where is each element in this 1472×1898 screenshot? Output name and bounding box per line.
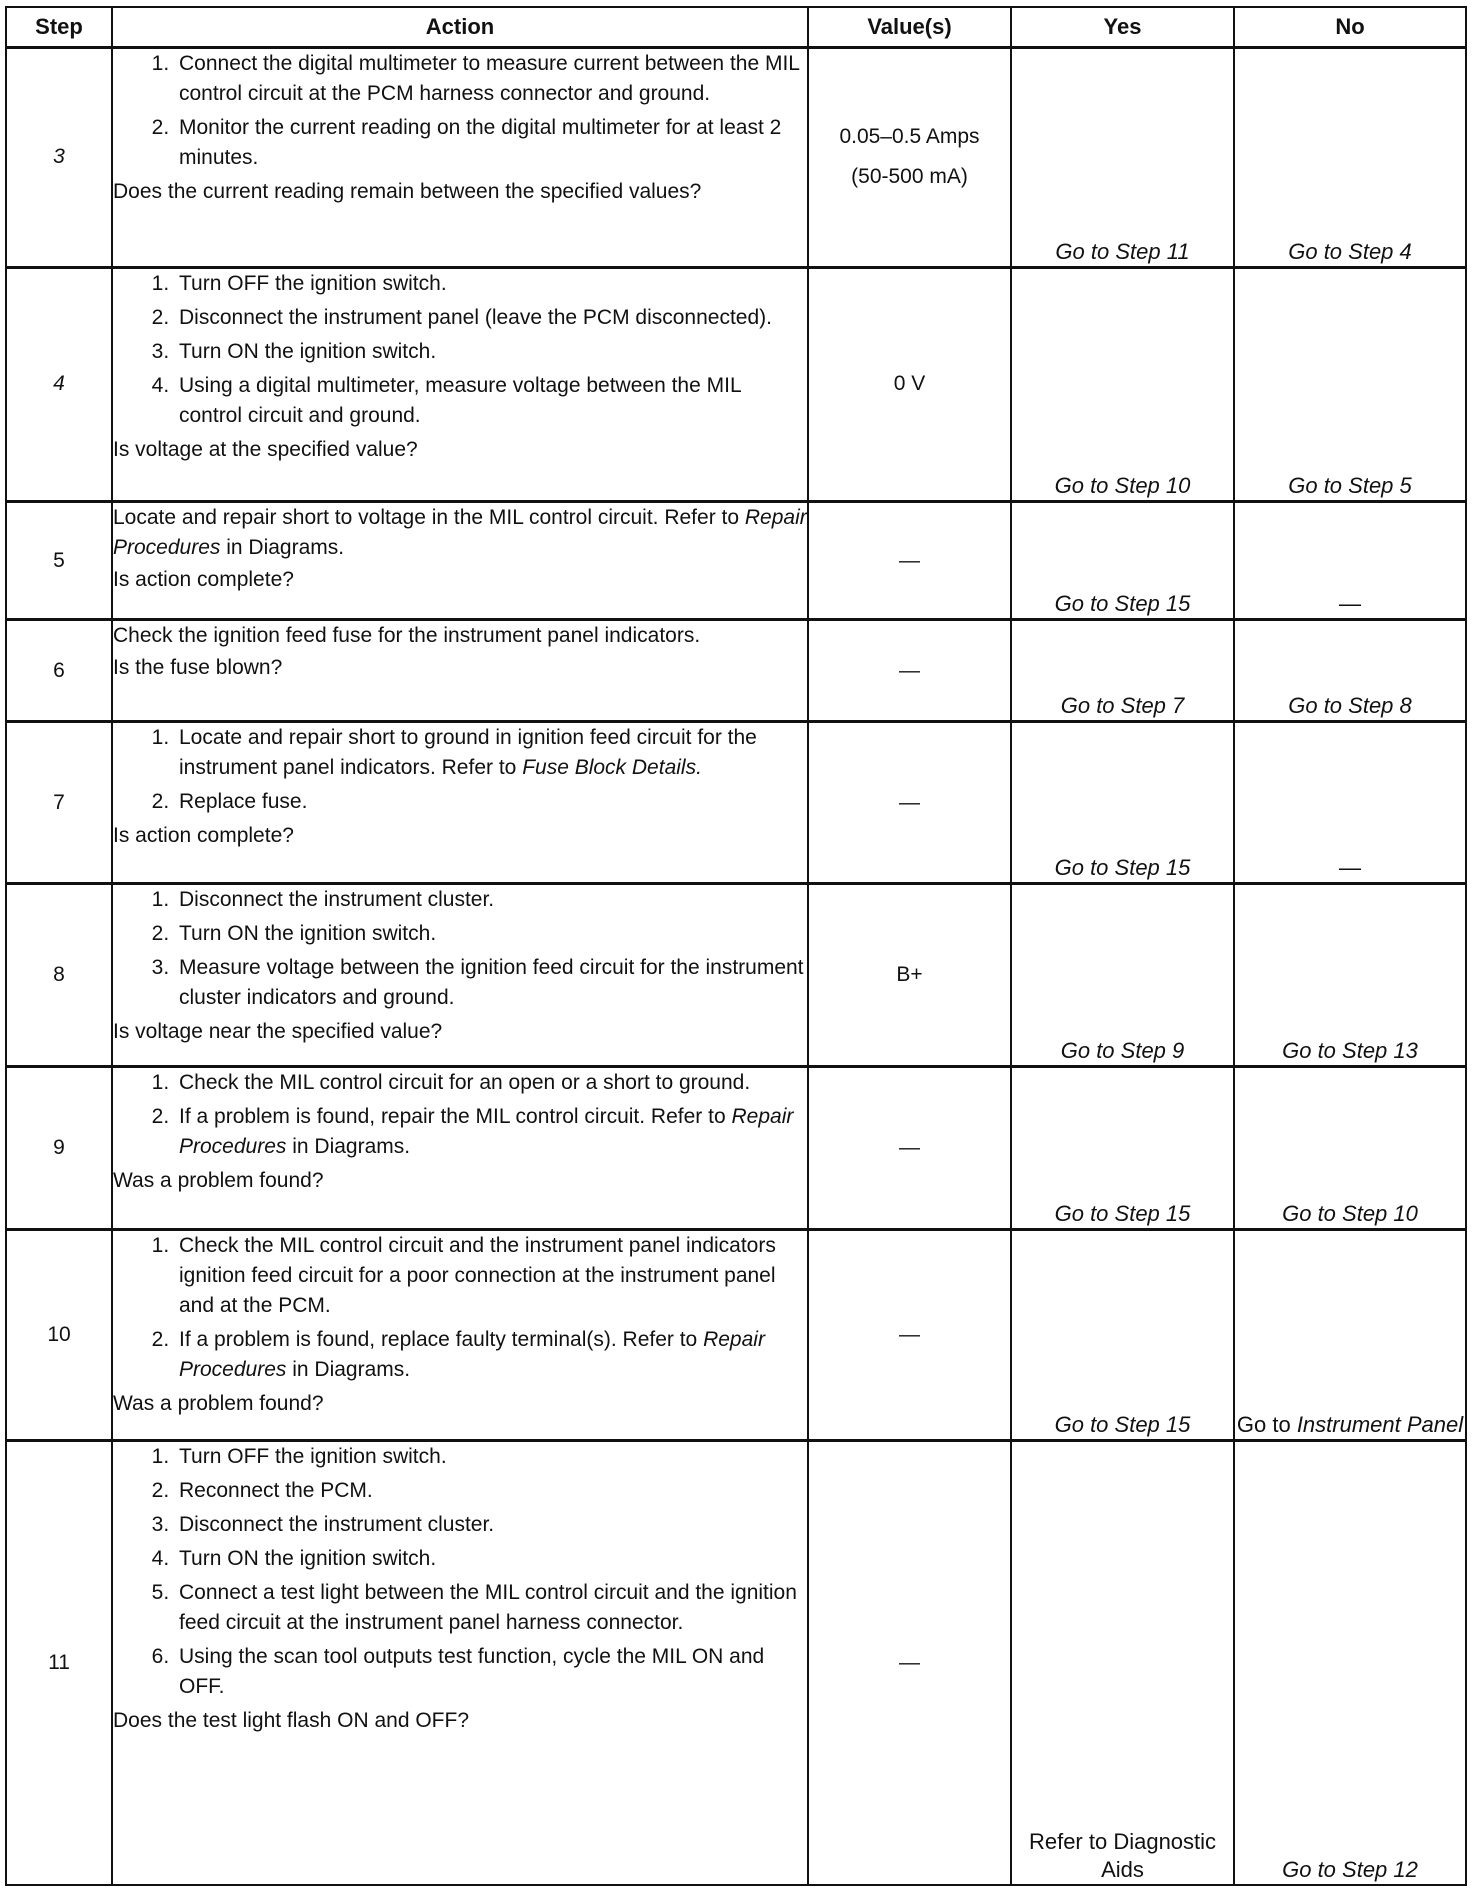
- action-step: 3. Measure voltage between the ignition feed circuit for the instrument cluster indicators and ground.: [175, 953, 807, 1013]
- action-cell: [112, 1066, 808, 1230]
- action-text: Check the ignition feed fuse for the instrument panel indicators.: [113, 624, 701, 648]
- no-reference: Instrument Panel: [1296, 1412, 1464, 1438]
- table-row: [6, 620, 1466, 722]
- no-cell: —: [1234, 721, 1466, 883]
- action-step: 2. Replace fuse.: [175, 787, 807, 817]
- action-steps: [113, 269, 807, 431]
- step-number: 11: [6, 1441, 112, 1885]
- value-cell: B+: [808, 884, 1011, 1066]
- action-step: [175, 1325, 807, 1385]
- value-cell: —: [808, 502, 1011, 620]
- table-row: [6, 1230, 1466, 1441]
- action-step: 1. Turn OFF the ignition switch.: [175, 269, 807, 299]
- action-question: Does the current reading remain between the specified values?: [113, 180, 702, 203]
- value-cell: —: [808, 1066, 1011, 1230]
- value-line: (50-500 mA): [851, 165, 968, 189]
- yes-cell: Go to Step 15: [1011, 502, 1234, 620]
- action-reference: Fuse Block Details.: [522, 755, 702, 779]
- yes-cell: Go to Step 15: [1011, 1066, 1234, 1230]
- action-steps: [113, 885, 807, 1013]
- table-row: [6, 721, 1466, 883]
- value-cell: [808, 48, 1011, 268]
- action-step: 4. Turn ON the ignition switch.: [175, 1544, 807, 1574]
- action-step: 1. Turn OFF the ignition switch.: [175, 1442, 807, 1472]
- step-number: 10: [6, 1230, 112, 1441]
- value-cell: —: [808, 1230, 1011, 1441]
- action-reference: Repair Procedures: [179, 1328, 765, 1382]
- action-cell: [112, 267, 808, 501]
- action-step: [175, 723, 807, 783]
- header-action: Action: [112, 7, 808, 48]
- action-question: Does the test light flash ON and OFF?: [113, 1709, 469, 1733]
- no-cell: Go to Step 5: [1234, 267, 1466, 501]
- no-cell: Go to Step 10: [1234, 1066, 1466, 1230]
- action-cell: [112, 721, 808, 883]
- action-text: [113, 503, 807, 563]
- action-step: 2. Disconnect the instrument panel (leave the PCM disconnected).: [175, 303, 807, 333]
- action-step-text: Locate and repair short to ground in ignition feed circuit for the instrument panel indicators. Refer to: [179, 725, 757, 779]
- action-step: [175, 1102, 807, 1162]
- action-cell: [112, 620, 808, 722]
- yes-cell: Go to Step 10: [1011, 267, 1234, 501]
- header-step: Step: [6, 7, 112, 48]
- header-row: [6, 7, 1466, 48]
- action-text-part: Locate and repair short to voltage in the MIL control circuit. Refer to: [113, 506, 740, 530]
- action-question: Was a problem found?: [113, 1392, 324, 1416]
- header-yes: Yes: [1011, 7, 1234, 48]
- no-cell: Go to Step 4: [1234, 48, 1466, 268]
- no-cell: [1234, 1230, 1466, 1441]
- table-row: [6, 884, 1466, 1066]
- diagnostic-table: [5, 6, 1467, 1886]
- action-steps: [113, 1068, 807, 1162]
- step-number: 5: [6, 502, 112, 620]
- yes-cell: Refer to Diagnostic Aids: [1011, 1441, 1234, 1885]
- no-cell: —: [1234, 502, 1466, 620]
- action-step: 2. Turn ON the ignition switch.: [175, 919, 807, 949]
- yes-cell: Go to Step 9: [1011, 884, 1234, 1066]
- action-question: Is voltage near the specified value?: [113, 1020, 443, 1044]
- yes-cell: Go to Step 11: [1011, 48, 1234, 268]
- action-step: 1. Connect the digital multimeter to measure current between the MIL control circuit at the PCM harness connector and ground.: [175, 49, 807, 109]
- step-number: 6: [6, 620, 112, 722]
- action-steps: [113, 1442, 807, 1702]
- yes-cell: Go to Step 7: [1011, 620, 1234, 722]
- action-steps: [113, 723, 807, 817]
- action-question: Is action complete?: [113, 823, 294, 847]
- action-step-text: If a problem is found, repair the MIL control circuit. Refer to: [179, 1104, 726, 1128]
- value-cell: —: [808, 620, 1011, 722]
- action-step-text: If a problem is found, replace faulty terminal(s). Refer to: [179, 1328, 698, 1352]
- action-cell: [112, 1441, 808, 1885]
- action-step: 3. Turn ON the ignition switch.: [175, 337, 807, 367]
- table-row: [6, 1066, 1466, 1230]
- table-row: [6, 267, 1466, 501]
- step-number: 8: [6, 884, 112, 1066]
- action-step: 1. Check the MIL control circuit and the instrument panel indicators ignition feed circuit for a poor connection at the instrument panel and at the PCM.: [175, 1231, 807, 1321]
- action-steps: [113, 1231, 807, 1385]
- action-step: 1. Check the MIL control circuit for an open or a short to ground.: [175, 1068, 807, 1098]
- action-step: 4. Using a digital multimeter, measure voltage between the MIL control circuit and ground.: [175, 371, 807, 431]
- yes-cell: Go to Step 15: [1011, 1230, 1234, 1441]
- action-step-text: in Diagrams.: [292, 1134, 411, 1158]
- value-cell: 0 V: [808, 267, 1011, 501]
- no-cell: Go to Step 8: [1234, 620, 1466, 722]
- action-question: Is action complete?: [113, 568, 294, 592]
- action-steps: [113, 49, 807, 173]
- header-values: Value(s): [808, 7, 1011, 48]
- step-number: 7: [6, 721, 112, 883]
- action-step: 2. Monitor the current reading on the digital multimeter for at least 2 minutes.: [175, 113, 807, 173]
- action-question: Is voltage at the specified value?: [113, 437, 418, 461]
- no-cell: Go to Step 13: [1234, 884, 1466, 1066]
- action-step: 5. Connect a test light between the MIL control circuit and the ignition feed circuit at the instrument panel harness connector.: [175, 1578, 807, 1638]
- action-step-text: in Diagrams.: [292, 1358, 411, 1382]
- value-cell: —: [808, 721, 1011, 883]
- action-reference: Repair Procedures: [113, 506, 807, 560]
- action-step: 3. Disconnect the instrument cluster.: [175, 1510, 807, 1540]
- action-question: Is the fuse blown?: [113, 656, 283, 680]
- step-number: 9: [6, 1066, 112, 1230]
- no-text: Go to: [1236, 1412, 1291, 1438]
- no-cell: Go to Step 12: [1234, 1441, 1466, 1885]
- value-line: 0.05–0.5 Amps: [839, 125, 980, 149]
- header-no: No: [1234, 7, 1466, 48]
- table-row: [6, 48, 1466, 268]
- action-cell: [112, 1230, 808, 1441]
- step-number: 3: [6, 48, 112, 268]
- action-step: 6. Using the scan tool outputs test function, cycle the MIL ON and OFF.: [175, 1642, 807, 1702]
- yes-cell: Go to Step 15: [1011, 721, 1234, 883]
- action-cell: [112, 502, 808, 620]
- step-number: 4: [6, 267, 112, 501]
- action-question: Was a problem found?: [113, 1168, 324, 1192]
- value-cell: —: [808, 1441, 1011, 1885]
- table-row: [6, 1441, 1466, 1885]
- action-step: 2. Reconnect the PCM.: [175, 1476, 807, 1506]
- action-reference: Repair Procedures: [179, 1104, 794, 1158]
- action-text-part: in Diagrams.: [226, 536, 345, 560]
- action-cell: [112, 884, 808, 1066]
- action-cell: [112, 48, 808, 268]
- action-step: 1. Disconnect the instrument cluster.: [175, 885, 807, 915]
- table-row: [6, 502, 1466, 620]
